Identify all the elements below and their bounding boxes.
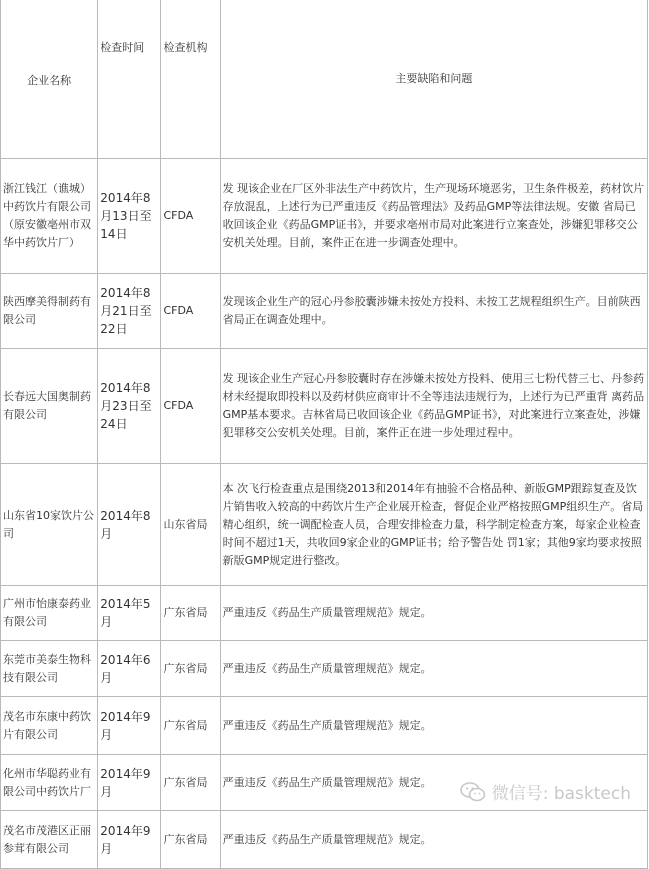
watermark (460, 779, 631, 804)
header-issues: 主要缺陷和问题 (220, 0, 647, 159)
time-cell: 2014年9月 (98, 697, 161, 755)
issues-cell: 严重违反《药品生产质量管理规范》规定。 (220, 697, 647, 755)
company-cell: 茂名市茂港区正丽参茸有限公司 (1, 811, 98, 869)
agency-cell: 广东省局 (161, 697, 220, 755)
time-cell: 2014年8月 (98, 464, 161, 586)
table-row (1, 641, 648, 697)
wechat-icon (460, 782, 486, 802)
time-cell: 2014年8月23日至24日 (98, 349, 161, 464)
table-row (1, 159, 648, 274)
header-time: 检查时间 (98, 0, 161, 159)
issues-cell: 严重违反《药品生产质量管理规范》规定。 (220, 811, 647, 869)
issues-cell: 严重违反《药品生产质量管理规范》规定。 (220, 641, 647, 697)
issues-cell: 发 现该企业生产冠心丹参胶囊时存在涉嫌未按处方投料、使用三七粉代替三七、丹参药材未经提取即投料以及药材供应商审计不全等违法违规行为，上述行为已严重背 离药品GMP基本要求。吉林省局已收回该企业《药品GMP证书》，对此案进行立案查处，涉嫌犯罪移交公安机关处理。目前，案件正在进一步处理过程中。 (220, 349, 647, 464)
issues-cell: 发现该企业生产的冠心丹参胶囊涉嫌未按处方投料、未按工艺规程组织生产。目前陕西省局正在调查处理中。 (220, 274, 647, 349)
company-cell: 广州市怡康泰药业有限公司 (1, 586, 98, 641)
agency-cell: 广东省局 (161, 586, 220, 641)
time-cell: 2014年5月 (98, 586, 161, 641)
agency-cell: CFDA (161, 349, 220, 464)
time-cell: 2014年6月 (98, 641, 161, 697)
header-agency: 检查机构 (161, 0, 220, 159)
issues-cell: 严重违反《药品生产质量管理规范》规定。 (220, 586, 647, 641)
watermark-text: 微信号: basktech (491, 784, 631, 804)
time-cell: 2014年9月 (98, 811, 161, 869)
agency-cell: CFDA (161, 274, 220, 349)
table-row (1, 697, 648, 755)
company-cell: 浙江钱江（谯城）中药饮片有限公司（原安徽亳州市双华中药饮片厂） (1, 159, 98, 274)
issues-cell: 严重违反《药品生产质量管理规范》规定。 (220, 755, 647, 811)
table-row (1, 811, 648, 869)
table-row (1, 349, 648, 464)
table-header-row (1, 0, 648, 159)
agency-cell: 广东省局 (161, 641, 220, 697)
agency-cell: 广东省局 (161, 755, 220, 811)
time-cell: 2014年9月 (98, 755, 161, 811)
table-row (1, 274, 648, 349)
agency-cell: CFDA (161, 159, 220, 274)
time-cell: 2014年8月13日至14日 (98, 159, 161, 274)
issues-cell: 发 现该企业在厂区外非法生产中药饮片，生产现场环境恶劣，卫生条件极差，药材饮片存放混乱，上述行为已严重违反《药品管理法》及药品GMP等法律法规。安徽 省局已收回该企业《药品GMP证书》，并要求亳州市局对此案进行立案查处，涉嫌犯罪移交公安机关处理。目前，案件正在进一步调查处理中。 (220, 159, 647, 274)
company-cell: 陕西摩美得制药有限公司 (1, 274, 98, 349)
company-cell: 东莞市美泰生物科技有限公司 (1, 641, 98, 697)
company-cell: 茂名市东康中药饮片有限公司 (1, 697, 98, 755)
table-row (1, 464, 648, 586)
header-company: 企业名称 (1, 0, 98, 159)
agency-cell: 山东省局 (161, 464, 220, 586)
agency-cell: 广东省局 (161, 811, 220, 869)
company-cell: 长春远大国奥制药有限公司 (1, 349, 98, 464)
issues-cell: 本 次飞行检查重点是围绕2013和2014年有抽验不合格品种、新版GMP跟踪复查及饮片销售收入较高的中药饮片生产企业展开检查，督促企业严格按照GMP组织生产。省局精心组织，统一调配检查人员，合理安排检查力量，科学制定检查方案，每家企业检查时间不超过1天，共收回9家企业的GMP证书；给予警告处 罚1家；其他9家均要求按照新版GMP规定进行整改。 (220, 464, 647, 586)
time-cell: 2014年8月21日至22日 (98, 274, 161, 349)
company-cell: 山东省10家饮片公司 (1, 464, 98, 586)
table-row (1, 586, 648, 641)
company-cell: 化州市华聪药业有限公司中药饮片厂 (1, 755, 98, 811)
